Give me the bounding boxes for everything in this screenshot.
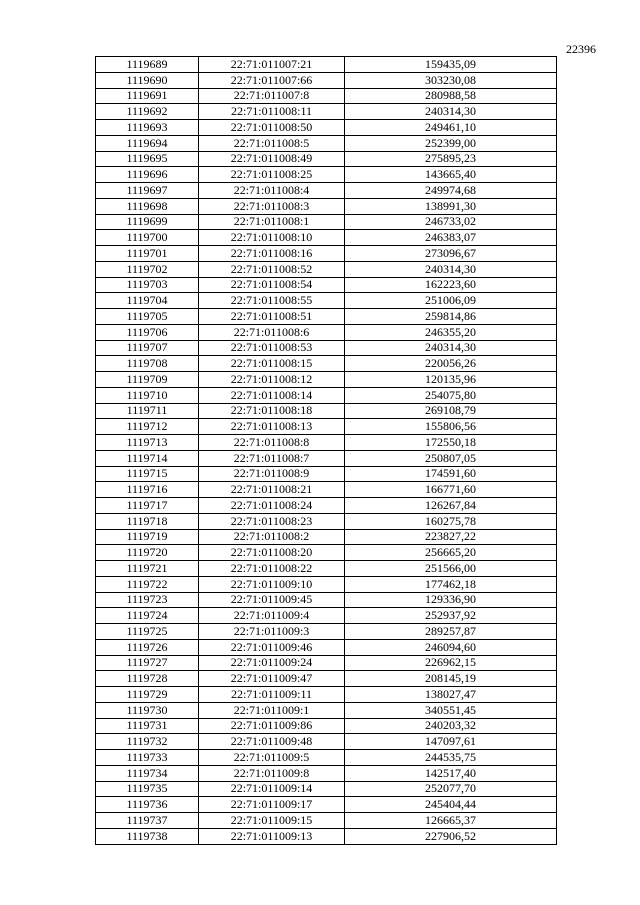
value-cell: 160275,78	[345, 513, 557, 529]
value-cell: 208145,19	[345, 671, 557, 687]
cadastral-number-cell: 22:71:011009:13	[199, 828, 345, 844]
row-id-cell: 1119691	[96, 88, 199, 104]
row-id-cell: 1119722	[96, 576, 199, 592]
row-id-cell: 1119706	[96, 324, 199, 340]
cadastral-number-cell: 22:71:011009:15	[199, 813, 345, 829]
table-row	[96, 639, 557, 655]
table-row	[96, 356, 557, 372]
table-row	[96, 529, 557, 545]
row-id-cell: 1119734	[96, 765, 199, 781]
row-id-cell: 1119694	[96, 135, 199, 151]
row-id-cell: 1119698	[96, 198, 199, 214]
row-id-cell: 1119730	[96, 702, 199, 718]
table-row	[96, 655, 557, 671]
row-id-cell: 1119713	[96, 435, 199, 451]
cadastral-number-cell: 22:71:011008:18	[199, 403, 345, 419]
table-row	[96, 387, 557, 403]
cadastral-number-cell: 22:71:011008:15	[199, 356, 345, 372]
table-row	[96, 576, 557, 592]
row-id-cell: 1119715	[96, 466, 199, 482]
table-row	[96, 797, 557, 813]
value-cell: 246383,07	[345, 230, 557, 246]
table-row	[96, 498, 557, 514]
row-id-cell: 1119693	[96, 120, 199, 136]
table-row	[96, 324, 557, 340]
row-id-cell: 1119710	[96, 387, 199, 403]
cadastral-number-cell: 22:71:011008:50	[199, 120, 345, 136]
table-row	[96, 57, 557, 73]
value-cell: 138027,47	[345, 687, 557, 703]
cadastral-number-cell: 22:71:011008:3	[199, 198, 345, 214]
table-row	[96, 750, 557, 766]
value-cell: 269108,79	[345, 403, 557, 419]
table-row	[96, 781, 557, 797]
value-cell: 246733,02	[345, 214, 557, 230]
table-row	[96, 135, 557, 151]
cadastral-number-cell: 22:71:011008:5	[199, 135, 345, 151]
row-id-cell: 1119737	[96, 813, 199, 829]
value-cell: 280988,58	[345, 88, 557, 104]
table-row	[96, 88, 557, 104]
cadastral-number-cell: 22:71:011009:86	[199, 718, 345, 734]
value-cell: 159435,09	[345, 57, 557, 73]
cadastral-number-cell: 22:71:011008:10	[199, 230, 345, 246]
cadastral-number-cell: 22:71:011009:48	[199, 734, 345, 750]
row-id-cell: 1119725	[96, 624, 199, 640]
table-row	[96, 482, 557, 498]
value-cell: 244535,75	[345, 750, 557, 766]
value-cell: 227906,52	[345, 828, 557, 844]
value-cell: 220056,26	[345, 356, 557, 372]
row-id-cell: 1119736	[96, 797, 199, 813]
cadastral-number-cell: 22:71:011008:1	[199, 214, 345, 230]
table-row	[96, 435, 557, 451]
row-id-cell: 1119690	[96, 72, 199, 88]
value-cell: 256665,20	[345, 545, 557, 561]
table-row	[96, 104, 557, 120]
table-row	[96, 340, 557, 356]
row-id-cell: 1119712	[96, 419, 199, 435]
table-row	[96, 545, 557, 561]
table-row	[96, 671, 557, 687]
value-cell: 249974,68	[345, 183, 557, 199]
value-cell: 240314,30	[345, 104, 557, 120]
table-body	[96, 57, 557, 845]
row-id-cell: 1119735	[96, 781, 199, 797]
value-cell: 155806,56	[345, 419, 557, 435]
table-row	[96, 592, 557, 608]
table-row	[96, 702, 557, 718]
value-cell: 252077,70	[345, 781, 557, 797]
cadastral-number-cell: 22:71:011008:51	[199, 309, 345, 325]
cadastral-number-cell: 22:71:011009:3	[199, 624, 345, 640]
table-row	[96, 450, 557, 466]
cadastral-number-cell: 22:71:011009:8	[199, 765, 345, 781]
cadastral-number-cell: 22:71:011008:53	[199, 340, 345, 356]
row-id-cell: 1119719	[96, 529, 199, 545]
value-cell: 254075,80	[345, 387, 557, 403]
value-cell: 246094,60	[345, 639, 557, 655]
cadastral-number-cell: 22:71:011009:17	[199, 797, 345, 813]
table-row	[96, 198, 557, 214]
value-cell: 223827,22	[345, 529, 557, 545]
cadastral-number-cell: 22:71:011008:52	[199, 261, 345, 277]
table-row	[96, 561, 557, 577]
value-cell: 252399,00	[345, 135, 557, 151]
table-row	[96, 120, 557, 136]
cadastral-number-cell: 22:71:011008:8	[199, 435, 345, 451]
cadastral-number-cell: 22:71:011008:55	[199, 293, 345, 309]
value-cell: 166771,60	[345, 482, 557, 498]
value-cell: 126665,37	[345, 813, 557, 829]
row-id-cell: 1119732	[96, 734, 199, 750]
row-id-cell: 1119727	[96, 655, 199, 671]
cadastral-number-cell: 22:71:011008:13	[199, 419, 345, 435]
row-id-cell: 1119738	[96, 828, 199, 844]
cadastral-number-cell: 22:71:011008:16	[199, 246, 345, 262]
cadastral-number-cell: 22:71:011008:11	[199, 104, 345, 120]
value-cell: 273096,67	[345, 246, 557, 262]
table-row	[96, 309, 557, 325]
row-id-cell: 1119711	[96, 403, 199, 419]
row-id-cell: 1119733	[96, 750, 199, 766]
cadastral-number-cell: 22:71:011009:47	[199, 671, 345, 687]
cadastral-number-cell: 22:71:011007:21	[199, 57, 345, 73]
cadastral-number-cell: 22:71:011009:24	[199, 655, 345, 671]
value-cell: 251566,00	[345, 561, 557, 577]
table-row	[96, 72, 557, 88]
cadastral-number-cell: 22:71:011008:2	[199, 529, 345, 545]
cadastral-number-cell: 22:71:011009:11	[199, 687, 345, 703]
table-row	[96, 293, 557, 309]
table-row	[96, 734, 557, 750]
row-id-cell: 1119718	[96, 513, 199, 529]
cadastral-number-cell: 22:71:011008:20	[199, 545, 345, 561]
table-row	[96, 230, 557, 246]
value-cell: 245404,44	[345, 797, 557, 813]
value-cell: 172550,18	[345, 435, 557, 451]
cadastral-number-cell: 22:71:011008:49	[199, 151, 345, 167]
row-id-cell: 1119700	[96, 230, 199, 246]
table-row	[96, 624, 557, 640]
cadastral-number-cell: 22:71:011007:66	[199, 72, 345, 88]
row-id-cell: 1119692	[96, 104, 199, 120]
row-id-cell: 1119704	[96, 293, 199, 309]
table-row	[96, 183, 557, 199]
cadastral-number-cell: 22:71:011008:24	[199, 498, 345, 514]
cadastral-number-cell: 22:71:011008:7	[199, 450, 345, 466]
value-cell: 226962,15	[345, 655, 557, 671]
value-cell: 289257,87	[345, 624, 557, 640]
cadastral-number-cell: 22:71:011008:6	[199, 324, 345, 340]
value-cell: 251006,09	[345, 293, 557, 309]
table-row	[96, 261, 557, 277]
table-row	[96, 419, 557, 435]
table-row	[96, 403, 557, 419]
table-row	[96, 608, 557, 624]
table-row	[96, 167, 557, 183]
row-id-cell: 1119699	[96, 214, 199, 230]
value-cell: 142517,40	[345, 765, 557, 781]
cadastral-number-cell: 22:71:011007:8	[199, 88, 345, 104]
row-id-cell: 1119724	[96, 608, 199, 624]
value-cell: 147097,61	[345, 734, 557, 750]
cadastral-number-cell: 22:71:011009:10	[199, 576, 345, 592]
value-cell: 252937,92	[345, 608, 557, 624]
cadastral-number-cell: 22:71:011009:14	[199, 781, 345, 797]
cadastral-number-cell: 22:71:011009:4	[199, 608, 345, 624]
page-number: 22396	[566, 42, 596, 56]
table-row	[96, 214, 557, 230]
cadastral-number-cell: 22:71:011009:1	[199, 702, 345, 718]
table-row	[96, 687, 557, 703]
cadastral-number-cell: 22:71:011008:4	[199, 183, 345, 199]
row-id-cell: 1119708	[96, 356, 199, 372]
row-id-cell: 1119695	[96, 151, 199, 167]
table-row	[96, 513, 557, 529]
row-id-cell: 1119729	[96, 687, 199, 703]
value-cell: 340551,45	[345, 702, 557, 718]
cadastral-number-cell: 22:71:011008:23	[199, 513, 345, 529]
row-id-cell: 1119705	[96, 309, 199, 325]
table-row	[96, 372, 557, 388]
cadastral-number-cell: 22:71:011008:12	[199, 372, 345, 388]
value-cell: 246355,20	[345, 324, 557, 340]
row-id-cell: 1119696	[96, 167, 199, 183]
value-cell: 240203,32	[345, 718, 557, 734]
row-id-cell: 1119720	[96, 545, 199, 561]
table-row	[96, 151, 557, 167]
row-id-cell: 1119703	[96, 277, 199, 293]
cadastral-number-cell: 22:71:011009:46	[199, 639, 345, 655]
cadastral-number-cell: 22:71:011008:25	[199, 167, 345, 183]
cadastral-number-cell: 22:71:011008:54	[199, 277, 345, 293]
cadastral-number-cell: 22:71:011009:45	[199, 592, 345, 608]
table-row	[96, 466, 557, 482]
value-cell: 120135,96	[345, 372, 557, 388]
row-id-cell: 1119689	[96, 57, 199, 73]
value-cell: 174591,60	[345, 466, 557, 482]
value-cell: 177462,18	[345, 576, 557, 592]
value-cell: 250807,05	[345, 450, 557, 466]
row-id-cell: 1119697	[96, 183, 199, 199]
table-row	[96, 718, 557, 734]
row-id-cell: 1119716	[96, 482, 199, 498]
cadastral-number-cell: 22:71:011009:5	[199, 750, 345, 766]
cadastral-number-cell: 22:71:011008:22	[199, 561, 345, 577]
value-cell: 129336,90	[345, 592, 557, 608]
cadastral-number-cell: 22:71:011008:14	[199, 387, 345, 403]
table-row	[96, 828, 557, 844]
row-id-cell: 1119728	[96, 671, 199, 687]
row-id-cell: 1119701	[96, 246, 199, 262]
row-id-cell: 1119714	[96, 450, 199, 466]
cadastral-number-cell: 22:71:011008:21	[199, 482, 345, 498]
data-table	[95, 56, 557, 845]
value-cell: 275895,23	[345, 151, 557, 167]
row-id-cell: 1119717	[96, 498, 199, 514]
table-row	[96, 277, 557, 293]
cadastral-number-cell: 22:71:011008:9	[199, 466, 345, 482]
table-row	[96, 246, 557, 262]
table-row	[96, 765, 557, 781]
value-cell: 259814,86	[345, 309, 557, 325]
value-cell: 249461,10	[345, 120, 557, 136]
table-row	[96, 813, 557, 829]
value-cell: 303230,08	[345, 72, 557, 88]
row-id-cell: 1119723	[96, 592, 199, 608]
row-id-cell: 1119726	[96, 639, 199, 655]
value-cell: 143665,40	[345, 167, 557, 183]
row-id-cell: 1119709	[96, 372, 199, 388]
value-cell: 162223,60	[345, 277, 557, 293]
value-cell: 126267,84	[345, 498, 557, 514]
row-id-cell: 1119721	[96, 561, 199, 577]
value-cell: 138991,30	[345, 198, 557, 214]
row-id-cell: 1119702	[96, 261, 199, 277]
row-id-cell: 1119731	[96, 718, 199, 734]
value-cell: 240314,30	[345, 340, 557, 356]
value-cell: 240314,30	[345, 261, 557, 277]
row-id-cell: 1119707	[96, 340, 199, 356]
